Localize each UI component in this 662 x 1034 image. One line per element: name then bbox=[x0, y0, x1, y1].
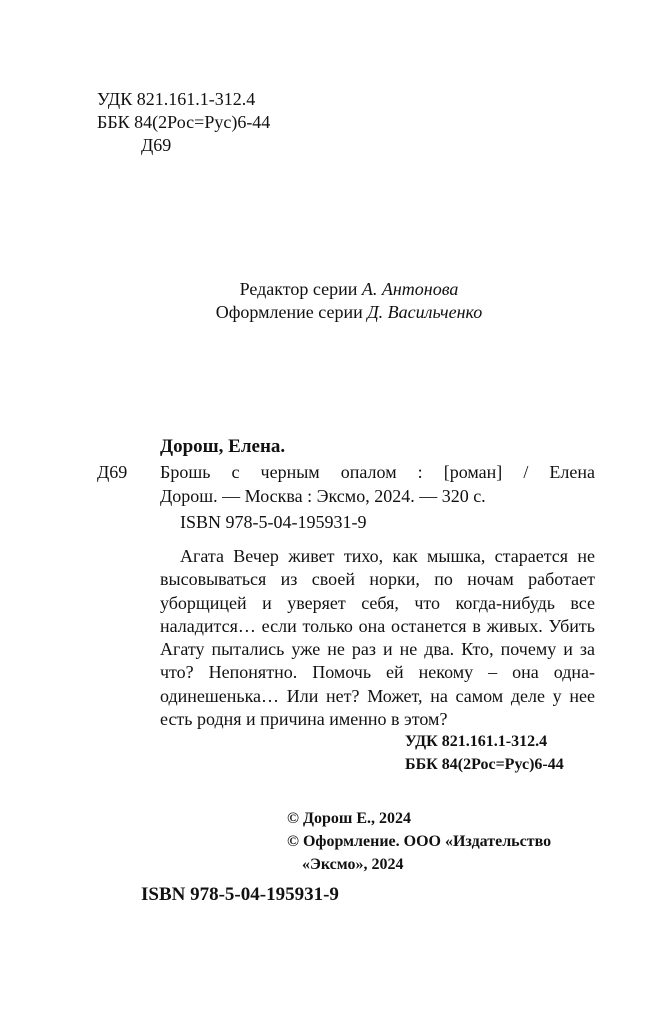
title-description-line1: Брошь с черным опалом : [роман] / Елена bbox=[160, 462, 595, 482]
isbn-footer: ISBN 978-5-04-195931-9 bbox=[141, 884, 339, 905]
bbk-code: ББК 84(2Рос=Рус)6-44 bbox=[97, 112, 271, 132]
bbk-code-bold: ББК 84(2Рос=Рус)6-44 bbox=[405, 756, 564, 773]
copyright-publisher: «Эксмо», 2024 bbox=[302, 856, 404, 873]
isbn-record: ISBN 978-5-04-195931-9 bbox=[180, 512, 367, 532]
author-heading: Дорош, Елена. bbox=[160, 436, 286, 457]
author-mark-top: Д69 bbox=[141, 135, 172, 155]
copyright-design: © Оформление. ООО «Издательство bbox=[287, 833, 552, 850]
title-description-line2: Дорош. — Москва : Эксмо, 2024. — 320 с. bbox=[160, 486, 486, 506]
udk-code-bold: УДК 821.161.1-312.4 bbox=[405, 733, 548, 750]
series-editor bbox=[0, 278, 662, 300]
series-editor-label: Редактор серии bbox=[239, 279, 358, 299]
series-editor-name: А. Антонова bbox=[361, 279, 459, 299]
author-mark: Д69 bbox=[97, 462, 128, 482]
series-design-label: Оформление серии bbox=[215, 302, 363, 322]
series-design bbox=[0, 301, 662, 323]
annotation-paragraph: Агата Вечер живет тихо, как мышка, старается не высовываться из своей норки, по ночам работает уборщицей и уверяет себя, что когда-нибудь все наладится… если только она останется в живых. Убить Агату пытались уже не раз и не два. Кто, почему и за что? Непонятно. Помочь ей некому – она одна-одинешенька… Или нет? Может, на самом деле у нее есть родня и причина именно в этом? bbox=[160, 546, 595, 730]
udk-code: УДК 821.161.1-312.4 bbox=[97, 89, 256, 109]
copyright-author: © Дорош Е., 2024 bbox=[287, 810, 412, 827]
series-design-name: Д. Васильченко bbox=[367, 302, 483, 322]
